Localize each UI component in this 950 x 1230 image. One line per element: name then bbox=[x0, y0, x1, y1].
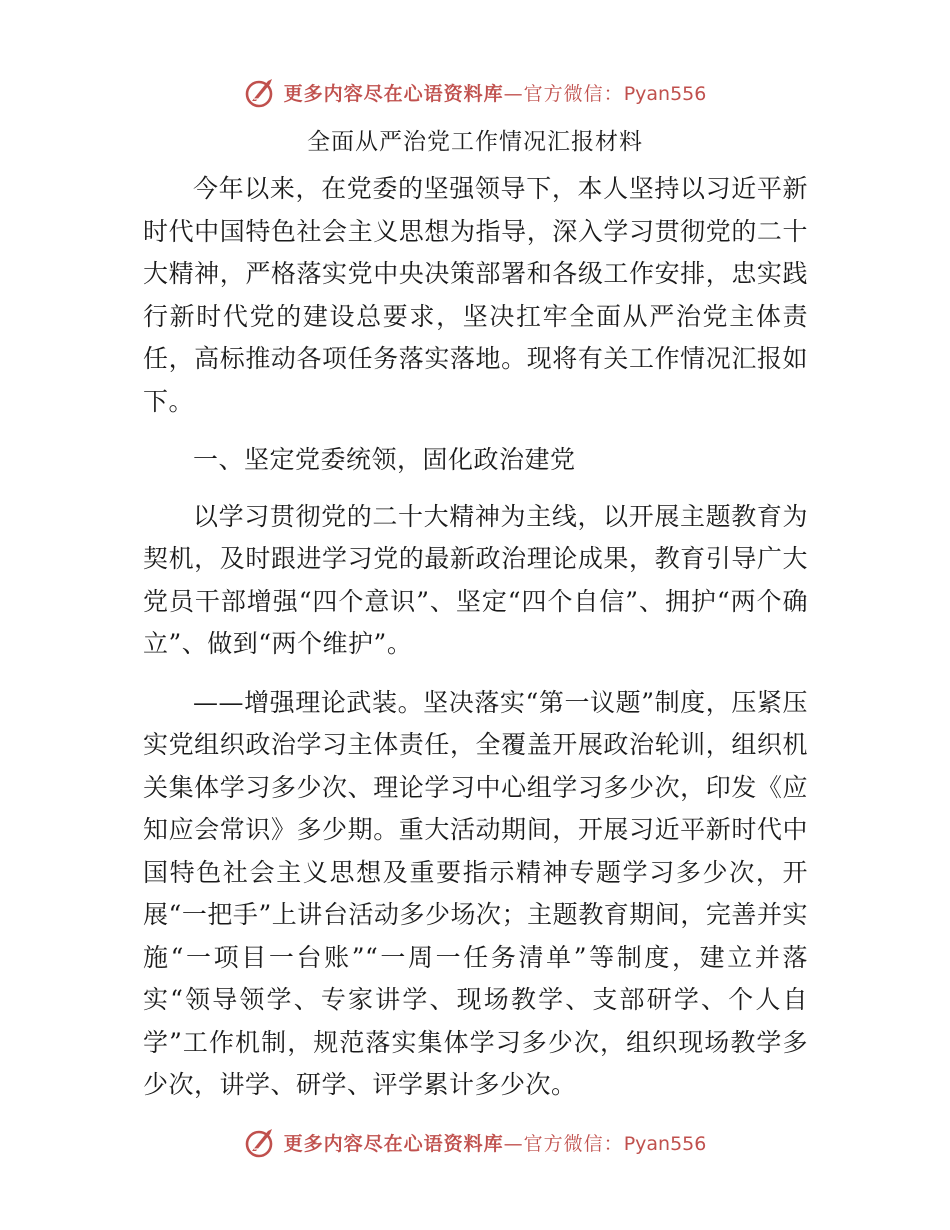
section-heading: 一、坚定党委统领，固化政治建党 bbox=[193, 445, 576, 474]
section-paragraph: 以学习贯彻党的二十大精神为主线，以开展主题教育为契机，及时跟进学习党的最新政治理论成果，教育引导广大党员干部增强“四个意识”、坚定“四个自信”、拥护“两个确立”、做到“两个维护”。 bbox=[143, 501, 808, 658]
quill-logo-icon bbox=[244, 75, 278, 109]
watermark-contact: 官方微信： bbox=[523, 82, 624, 105]
document-body bbox=[143, 168, 808, 1123]
watermark-brand: 更多内容尽在心语资料库 bbox=[283, 1132, 504, 1155]
intro-paragraph: 今年以来，在党委的坚强领导下，本人坚持以习近平新时代中国特色社会主义思想为指导，深入学习贯彻党的二十大精神，严格落实党中央决策部署和各级工作安排，忠实践行新时代党的建设总要求，坚决扛牢全面从严治党主体责任，高标推动各项任务落实落地。现将有关工作情况汇报如下。 bbox=[143, 174, 808, 416]
watermark-footer bbox=[0, 1122, 950, 1162]
quill-logo-icon bbox=[244, 1125, 278, 1159]
watermark-contact: 官方微信： bbox=[523, 1132, 624, 1155]
watermark-separator: — bbox=[503, 82, 524, 105]
watermark-text bbox=[284, 1129, 707, 1156]
watermark-separator: — bbox=[503, 1132, 524, 1155]
theory-paragraph: ——增强理论武装。坚决落实“第一议题”制度，压紧压实党组织政治学习主体责任，全覆盖开展政治轮训，组织机关集体学习多少次、理论学习中心组学习多少次，印发《应知应会常识》多少期。重大活动期间，开展习近平新时代中国特色社会主义思想及重要指示精神专题学习多少次，开展“一把手”上讲台活动多少场次；主题教育期间，完善并实施“一项目一台账”“一周一任务清单”等制度，建立并落实“领导领学、专家讲学、现场教学、支部研学、个人自学”工作机制，规范落实集体学习多少次，组织现场教学多少次，讲学、研学、评学累计多少次。 bbox=[143, 687, 808, 1099]
watermark-wechat-id: Pyan556 bbox=[623, 1132, 707, 1155]
watermark-wechat-id: Pyan556 bbox=[623, 82, 707, 105]
document-title: 全面从严治党工作情况汇报材料 bbox=[307, 129, 643, 155]
watermark-brand: 更多内容尽在心语资料库 bbox=[283, 82, 504, 105]
watermark-text bbox=[284, 79, 707, 106]
watermark-header bbox=[0, 72, 950, 112]
